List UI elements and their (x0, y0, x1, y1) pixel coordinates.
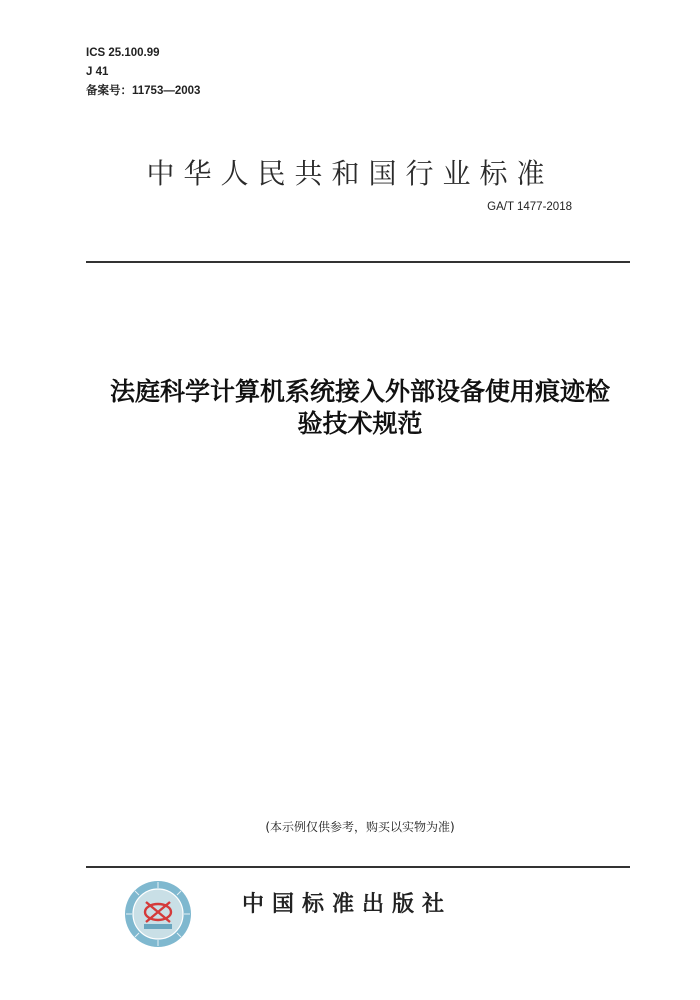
filing-number: 备案号：11753—2003 (86, 85, 201, 97)
standard-number: GA/T 1477-2018 (487, 201, 572, 213)
bottom-divider (86, 866, 630, 868)
classification-code: J 41 (86, 66, 109, 78)
standard-type-heading: 中华人民共和国行业标准 (146, 157, 554, 190)
publisher-name: 中国标准出版社 (242, 892, 453, 917)
document-title (40, 376, 680, 440)
top-divider (86, 261, 630, 263)
publisher-seal-icon (124, 880, 192, 948)
document-title-line-1: 法庭科学计算机系统接入外部设备使用痕迹检 (109, 377, 610, 406)
metadata-block (86, 44, 200, 101)
ics-code: ICS 25.100.99 (86, 47, 160, 59)
sample-disclaimer: (本示例仅供参考，购买以实物为准) (265, 820, 455, 834)
document-title-line-2: 验技术规范 (297, 409, 423, 438)
